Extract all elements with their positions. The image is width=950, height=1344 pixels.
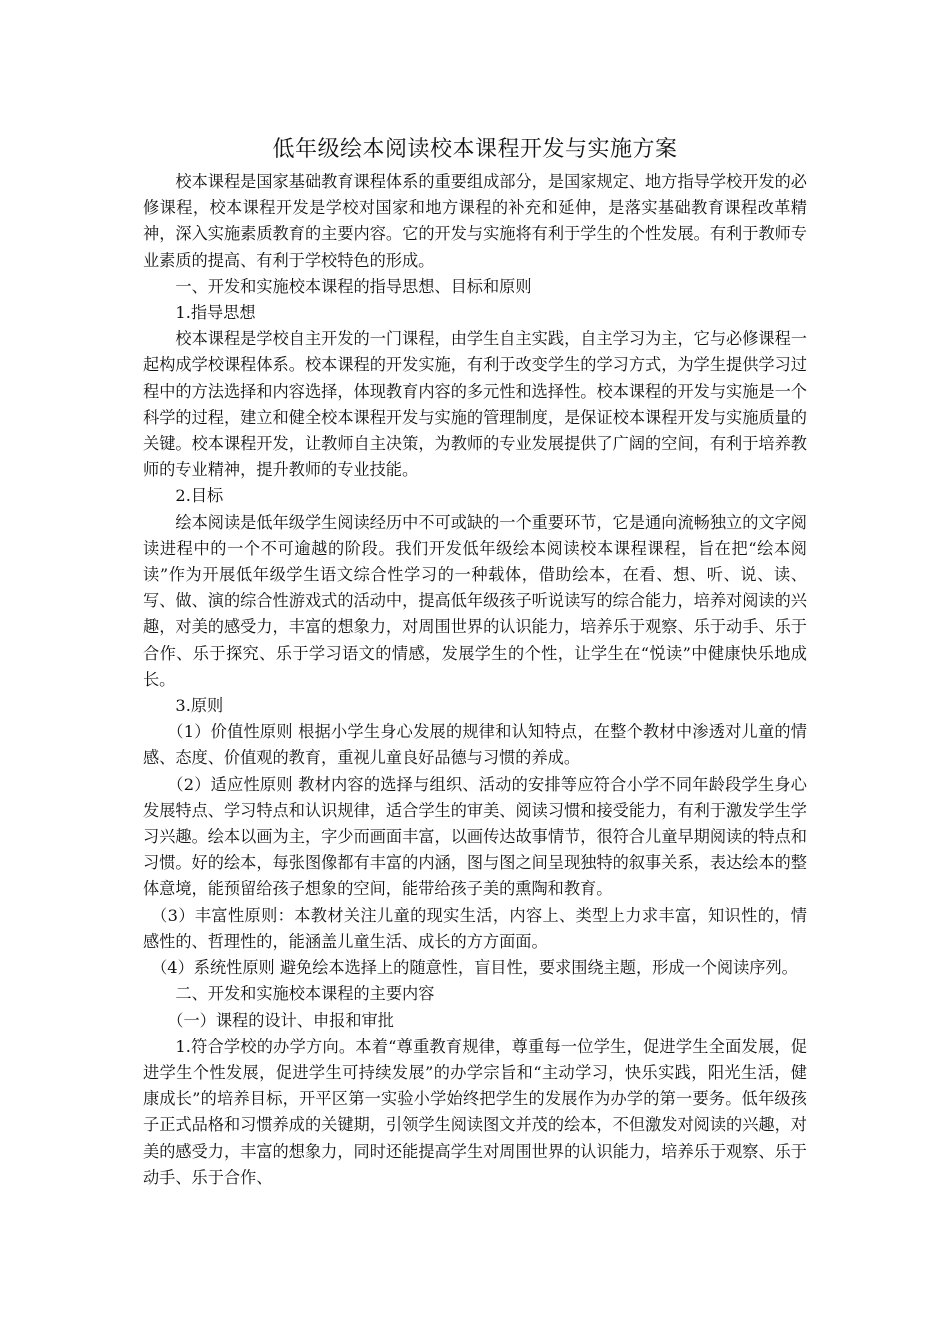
principle-value-paragraph: （1）价值性原则 根据小学生身心发展的规律和认知特点，在整个教材中渗透对儿童的情感、态度、价值观的教育，重视儿童良好品德与习惯的养成。 xyxy=(143,722,807,768)
subheading-course-design: （一）课程的设计、申报和审批 xyxy=(167,1010,394,1030)
subheading-guiding-thought: 1.指导思想 xyxy=(175,303,256,323)
section-heading-2: 二、开发和实施校本课程的主要内容 xyxy=(175,984,435,1004)
school-direction-paragraph: 1.符合学校的办学方向。本着“尊重教育规律，尊重每一位学生，促进学生全面发展，促进学生个性发展，促进学生可持续发展”的办学宗旨和“主动学习，快乐实践，阳光生活，健康成长”的培养目标，开平区第一实验小学始终把学生的发展作为办学的第一要务。低年级孩子正式品格和习惯养成的关键期，引领学生阅读图文并茂的绘本，不但激发对阅读的兴趣，对美的感受力，丰富的想象力，同时还能提高学生对周围世界的认识能力，培养乐于观察、乐于动手、乐于合作、 xyxy=(143,1036,807,1187)
principle-richness-paragraph: （3）丰富性原则：本教材关注儿童的现实生活，内容上、类型上力求丰富，知识性的，情感性的、哲理性的，能涵盖儿童生活、成长的方方面面。 xyxy=(143,905,807,951)
subheading-principles: 3.原则 xyxy=(175,696,224,716)
guiding-thought-paragraph: 校本课程是学校自主开发的一门课程，由学生自主实践，自主学习为主，它与必修课程一起构成学校课程体系。校本课程的开发实施，有利于改变学生的学习方式，为学生提供学习过程中的方法选择和内容选择，体现教育内容的多元性和选择性。校本课程的开发与实施是一个科学的过程，建立和健全校本课程开发与实施的管理制度，是保证校本课程开发与实施质量的关键。校本课程开发，让教师自主决策，为教师的专业发展提供了广阔的空间，有利于培养教师的专业精神，提升教师的专业技能。 xyxy=(143,329,807,480)
principle-systematic-paragraph: （4）系统性原则 避免绘本选择上的随意性，盲目性，要求围绕主题，形成一个阅读序列。 xyxy=(151,958,798,978)
section-heading-1: 一、开发和实施校本课程的指导思想、目标和原则 xyxy=(175,276,532,296)
document-page xyxy=(143,128,807,1191)
subheading-goal: 2.目标 xyxy=(175,486,224,506)
intro-paragraph: 校本课程是国家基础教育课程体系的重要组成部分，是国家规定、地方指导学校开发的必修课程，校本课程开发是学校对国家和地方课程的补充和延伸，是落实基础教育课程改革精神，深入实施素质教育的主要内容。它的开发与实施将有利于学生的个性发展。有利于教师专业素质的提高、有利于学校特色的形成。 xyxy=(143,172,807,270)
document-title: 低年级绘本阅读校本课程开发与实施方案 xyxy=(272,137,678,162)
goal-paragraph: 绘本阅读是低年级学生阅读经历中不可或缺的一个重要环节，它是通向流畅独立的文字阅读进程中的一个不可逾越的阶段。我们开发低年级绘本阅读校本课程课程，旨在把“绘本阅读”作为开展低年级学生语文综合性学习的一种载体，借助绘本，在看、想、听、说、读、写、做、演的综合性游戏式的活动中，提高低年级孩子听说读写的综合能力，培养对阅读的兴趣，对美的感受力，丰富的想象力，对周围世界的认识能力，培养乐于观察、乐于动手、乐于合作、乐于探究、乐于学习语文的情感，发展学生的个性，让学生在“悦读”中健康快乐地成长。 xyxy=(143,512,807,689)
principle-adaptability-paragraph: （2）适应性原则 教材内容的选择与组织、活动的安排等应符合小学不同年龄段学生身心发展特点、学习特点和认识规律，适合学生的审美、阅读习惯和接受能力，有利于激发学生学习兴趣。绘本以画为主，字少而画面丰富，以画传达故事情节，很符合儿童早期阅读的特点和习惯。好的绘本，每张图像都有丰富的内涵，图与图之间呈现独特的叙事关系，表达绘本的整体意境，能预留给孩子想象的空间，能带给孩子美的熏陶和教育。 xyxy=(143,774,807,899)
